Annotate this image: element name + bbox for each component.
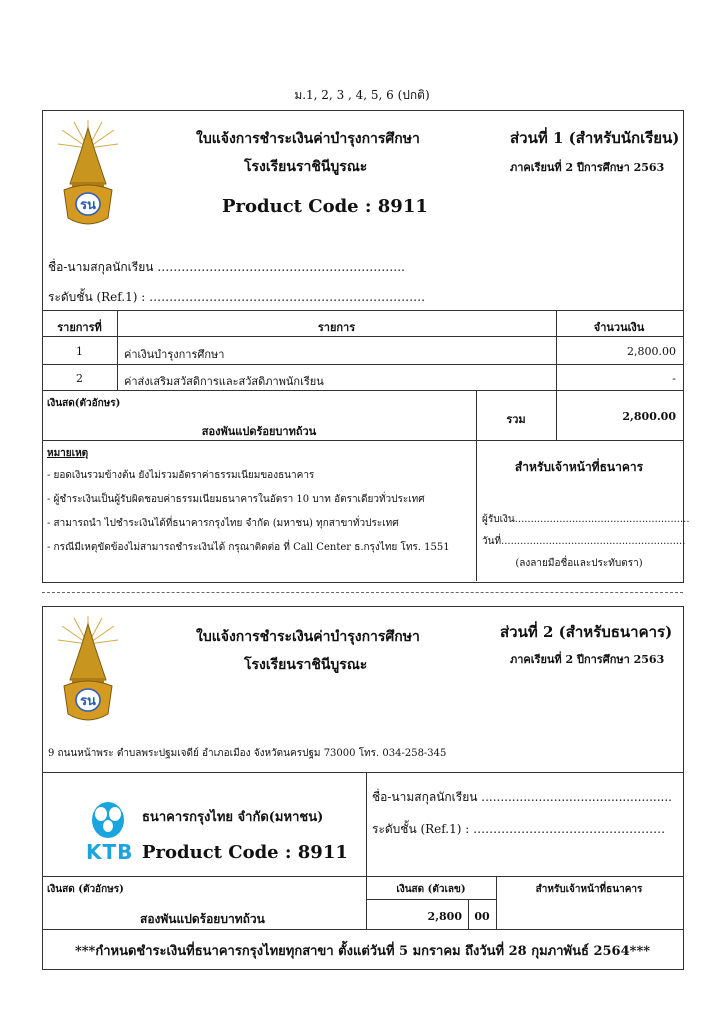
date-field: วันที่.......................................................... (482, 536, 686, 547)
receiver-field: ผู้รับเงิน....................................................... (482, 514, 690, 525)
school-emblem-icon (56, 614, 120, 728)
remark-item: - ยอดเงินรวมข้างต้น ยังไม่รวมอัตราค่าธรรมเนียมของธนาคาร (47, 470, 315, 481)
row-item: ค่าเงินบำรุงการศึกษา (124, 348, 225, 361)
part2-cash-text-value: สองพันแปดร้อยบาทถ้วน (140, 912, 265, 926)
total-label: รวม (506, 413, 526, 426)
school-emblem-icon (56, 118, 120, 232)
ktb-bank-logo-icon (86, 800, 130, 840)
part1-product-code: Product Code : 8911 (222, 196, 428, 217)
part2-title: ใบแจ้งการชำระเงินค่าบำรุงการศึกษา (196, 629, 420, 645)
bank-name: ธนาคารกรุงไทย จำกัด(มหาชน) (142, 810, 324, 825)
row-no: 1 (76, 345, 83, 358)
table-header-no: รายการที่ (57, 321, 102, 334)
part1-student-name-field: ชื่อ-นามสกุลนักเรียน …………………………………………………….. (48, 260, 405, 274)
payment-deadline: ***กำหนดชำระเงินที่ธนาคารกรุงไทยทุกสาขา ตั้งแต่วันที่ 5 มกราคม ถึงวันที่ 28 กุมภาพันธ์ 2564*** (74, 944, 651, 959)
part1-school-name: โรงเรียนราชินีบูรณะ (244, 159, 368, 175)
part2-bank-officer-title: สำหรับเจ้าหน้าที่ธนาคาร (535, 884, 643, 895)
row-amount: 2,800.00 (627, 345, 676, 358)
ktb-text: KTB (86, 840, 134, 864)
svg-text:รน: รน (80, 694, 96, 709)
cash-text-value: สองพันแปดร้อยบาทถ้วน (201, 425, 317, 438)
cash-text-label: เงินสด(ตัวอักษร) (47, 398, 121, 409)
svg-text:รน: รน (80, 198, 96, 213)
row-no: 2 (76, 372, 83, 385)
part1-section-label: ส่วนที่ 1 (สำหรับนักเรียน) (510, 129, 680, 147)
header-note: ม.1, 2, 3 , 4, 5, 6 (ปกติ) (294, 88, 430, 102)
part2-term: ภาคเรียนที่ 2 ปีการศึกษา 2563 (510, 653, 665, 666)
remarks-title: หมายเหตุ (47, 448, 89, 459)
part2-cash-num-label: เงินสด (ตัวเลข) (396, 884, 466, 895)
part2-student-name-field: ชื่อ-นามสกุลนักเรียน .................................................. (372, 790, 672, 804)
table-header-item: รายการ (317, 321, 356, 334)
part2-level-field: ระดับชั้น (Ref.1) : ………………………………………… (372, 822, 666, 836)
row-amount: - (672, 372, 676, 385)
part2-product-code: Product Code : 8911 (142, 842, 348, 863)
school-address: 9 ถนนหน้าพระ ตำบลพระปฐมเจดีย์ อำเภอเมือง จังหวัดนครปฐม 73000 โทร. 034-258-345 (48, 748, 447, 759)
total-value: 2,800.00 (622, 410, 676, 423)
part2-cash-baht: 2,800 (427, 910, 462, 923)
remark-item: - กรณีมีเหตุขัดข้องไม่สามารถชำระเงินได้ กรุณาติดต่อ ที่ Call Center ธ.กรุงไทย โทร. 1551 (47, 542, 450, 553)
part2-school-name: โรงเรียนราชินีบูรณะ (244, 657, 368, 673)
row-item: ค่าส่งเสริมสวัสดิการและสวัสดิภาพนักเรียน (124, 375, 324, 388)
remark-item: - สามารถนำ ไปชำระเงินได้ที่ธนาคารกรุงไทย จำกัด (มหาชน) ทุกสาขาทั่วประเทศ (47, 518, 399, 529)
bank-officer-title: สำหรับเจ้าหน้าที่ธนาคาร (514, 460, 644, 474)
table-header-amount: จำนวนเงิน (593, 321, 645, 334)
cut-line (42, 592, 683, 593)
part1-term: ภาคเรียนที่ 2 ปีการศึกษา 2563 (510, 161, 665, 174)
part2-cash-text-label: เงินสด (ตัวอักษร) (47, 884, 124, 895)
part2-cash-satang: 00 (474, 910, 490, 923)
part1-title: ใบแจ้งการชำระเงินค่าบำรุงการศึกษา (196, 131, 420, 147)
sign-note: (ลงลายมือชื่อและประทับตรา) (515, 558, 643, 569)
part1-level-field: ระดับชั้น (Ref.1) : …………………………………………………………… (48, 290, 426, 304)
remark-item: - ผู้ชำระเงินเป็นผู้รับผิดชอบค่าธรรมเนียมธนาคารในอัตรา 10 บาท อัตราเดียวทั่วประเทศ (47, 494, 425, 505)
part2-section-label: ส่วนที่ 2 (สำหรับธนาคาร) (500, 623, 673, 641)
